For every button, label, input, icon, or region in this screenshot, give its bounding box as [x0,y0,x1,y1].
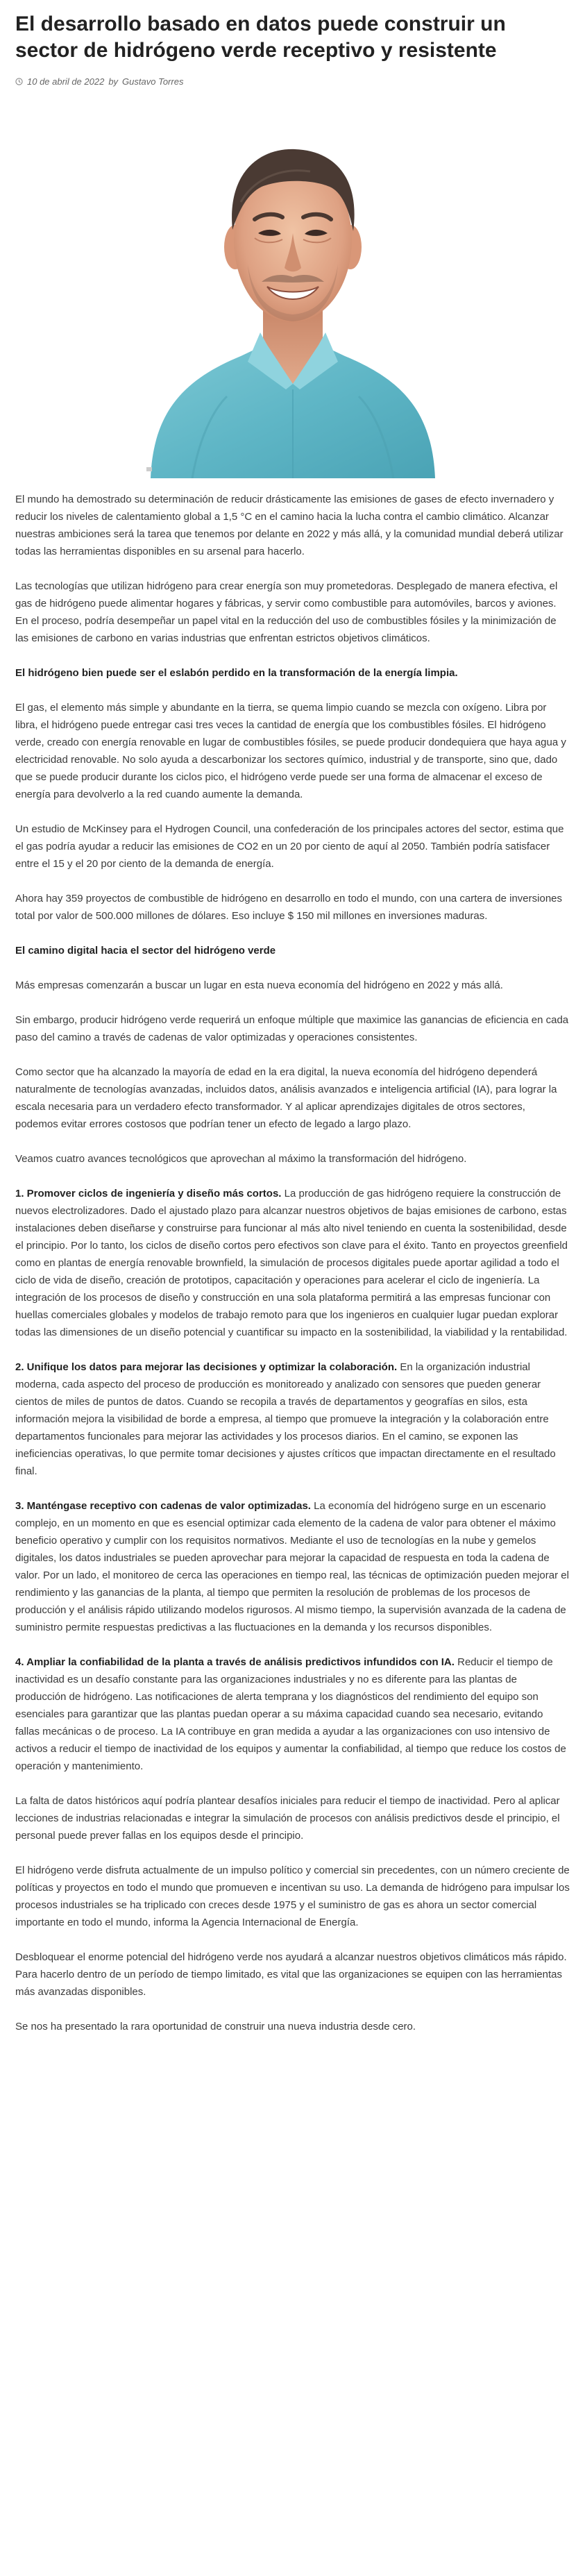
author-name: Gustavo Torres [122,76,184,87]
paragraph-text: En la organización industrial moderna, cada aspecto del proceso de producción es monitoreado y analizado con sensores que pueden generar cientos de miles de puntos de datos. Cuando se recopila a través de departamentos y geografías en silos, esta información mejora la visibilidad de borde a empresa, al tiempo que promueve la integración y la colaboración entre departamentos funcionales para mejorar las actividades y los procesos diarios. En el camino, se exponen las ineficiencias operativas, lo que permite tomar decisiones y ajustes críticos que impactan directamente en el resultado final. [15,1361,556,1477]
paragraph: Desbloquear el enorme potencial del hidrógeno verde nos ayudará a alcanzar nuestros objetivos climáticos más rápido. Para hacerlo dentro de un período de tiempo limitado, es vital que las organizaciones se equipen con las herramientas más avanzadas disponibles. [15,1951,567,1998]
paragraph: Veamos cuatro avances tecnológicos que aprovechan al máximo la transformación del hidrógeno. [15,1153,467,1165]
paragraph: Un estudio de McKinsey para el Hydrogen Council, una confederación de los principales actores del sector, estima que el gas podría ayudar a reducir las emisiones de CO2 en un 20 por ciento de aquí al 2050. También podría satisfacer entre el 15 y el 20 por ciento de la demanda de energía. [15,823,564,870]
byline-by: by [108,76,119,87]
paragraph: Más empresas comenzarán a buscar un lugar en esta nueva economía del hidrógeno en 2022 y más allá. [15,979,503,991]
numbered-paragraph [15,1653,570,1775]
clock-icon [15,78,23,85]
paragraph-text: La economía del hidrógeno surge en un escenario complejo, en un momento en que es esencial optimizar cada elemento de la cadena de valor para obtener el máximo beneficio operativo y cumplir con los requisitos normativos. Mediante el uso de tecnologías en la nube y gemelos digitales, los datos industriales se pueden aprovechar para mejorar la capacidad de respuesta en toda la cadena de valor. Por un lado, el monitoreo de cerca las operaciones en tiempo real, las técnicas de optimización pueden mejorar el rendimiento y las ganancias de la planta, al tiempo que permiten la resolución de problemas de los procesos de producción y el análisis rápido utilizando modelos rigurosos. Al mismo tiempo, la supervisión avanzada de la cadena de suministro permite respuestas predictivas a las fluctuaciones en la demanda y los recursos disponibles. [15,1500,569,1633]
section-heading: El camino digital hacia el sector del hidrógeno verde [15,945,276,957]
numbered-paragraph [15,1497,570,1636]
paragraph: Ahora hay 359 proyectos de combustible de hidrógeno en desarrollo en todo el mundo, con una cartera de inversiones total por valor de 500.000 millones de dólares. Eso incluye $ 150 mil millones en inversiones maduras. [15,893,563,922]
paragraph-lead: 4. Ampliar la confiabilidad de la planta a través de análisis predictivos infundidos con IA. [15,1656,455,1668]
article-body [15,491,570,2035]
paragraph-lead: 1. Promover ciclos de ingeniería y diseño más cortos. [15,1188,282,1199]
section-heading: El hidrógeno bien puede ser el eslabón perdido en la transformación de la energía limpia. [15,667,458,679]
author-photo [144,112,442,478]
paragraph-text: La producción de gas hidrógeno requiere la construcción de nuevos electrolizadores. Dado el ajustado plazo para alcanzar nuestros objetivos de bajas emisiones de carbono, estas instalaciones deben diseñarse y construirse para funcionar al más alto nivel teniendo en cuenta la sostenibilidad, desde el principio. Por lo tanto, los ciclos de diseño cortos pero efectivos son clave para el éxito. Tanto en proyectos greenfield como en plantas de energía renovable brownfield, la simulación de procesos digitales puede aportar agilidad a todo el ciclo de vida de diseño, creación de prototipos, capacitación y operaciones para acelerar el ciclo de ingeniería. La integración de los procesos de diseño y construcción en una sola plataforma permitirá a las empresas funcionar con huellas comerciales globales y modelos de trabajo remoto para que los ingenieros en cualquier lugar puedan explorar todas las dimensiones de un diseño potencial y cuantificar su impacto en la sostenibilidad, la viabilidad y la rentabilidad. [15,1188,568,1338]
paragraph: La falta de datos históricos aquí podría plantear desafíos iniciales para reducir el tiempo de inactividad. Pero al aplicar lecciones de industrias relacionadas e integrar la simulación de procesos con análisis predictivos desde el principio, el personal puede prever fallas en los equipos desde el principio. [15,1795,560,1842]
portrait-image [144,112,442,478]
paragraph: El mundo ha demostrado su determinación de reducir drásticamente las emisiones de gases de efecto invernadero y reducir los niveles de calentamiento global a 1,5 °C en el camino hacia la lucha contra el cambio climático. Alcanzar nuestras ambiciones será la tarea que tenemos por delante en 2022 y más allá, y la comunidad mundial deberá utilizar todas las herramientas disponibles en su arsenal para hacerlo. [15,494,563,557]
article-meta [15,76,570,87]
paragraph-lead: 2. Unifique los datos para mejorar las decisiones y optimizar la colaboración. [15,1361,398,1373]
numbered-paragraph [15,1358,570,1480]
paragraph-lead: 3. Manténgase receptivo con cadenas de valor optimizadas. [15,1500,311,1512]
numbered-paragraph [15,1185,570,1341]
publish-date: 10 de abril de 2022 [27,76,105,87]
article-title: El desarrollo basado en datos puede construir un sector de hidrógeno verde receptivo y resistente [15,12,506,62]
paragraph: El hidrógeno verde disfruta actualmente de un impulso político y comercial sin precedentes, con un número creciente de políticas y proyectos en todo el mundo que promueven e incentivan su uso. La demanda de hidrógeno para impulsar los procesos industriales se ha triplicado con creces desde 1975 y el suministro de gas es ahora un sector comercial importante en todo el mundo, informa la Agencia Internacional de Energía. [15,1864,570,1928]
paragraph: Sin embargo, producir hidrógeno verde requerirá un enfoque múltiple que maximice las ganancias de eficiencia en cada paso del camino a través de cadenas de valor optimizadas y operaciones consistentes. [15,1014,569,1043]
paragraph: El gas, el elemento más simple y abundante en la tierra, se quema limpio cuando se mezcla con oxígeno. Libra por libra, el hidrógeno puede entregar casi tres veces la cantidad de energía que los combustibles fósiles. El hidrógeno verde, creado con energía renovable en lugar de combustibles fósiles, se puede producir dondequiera que haya agua y electricidad renovable. No solo ayuda a descarbonizar los sectores químico, industrial y de transporte, sino que, dado que se puede producir durante los ciclos pico, el hidrógeno verde puede ser una forma de almacenar el exceso de energía para devolverlo a la red cuando aumente la demanda. [15,702,566,800]
article [0,11,585,2073]
paragraph-text: Reducir el tiempo de inactividad es un desafío constante para las organizaciones industriales y no es diferente para las plantas de producción de hidrógeno. Las notificaciones de alerta temprana y los diagnósticos del rendimiento del equipo son esenciales para garantizar que las plantas puedan operar a su máxima capacidad cuando sea necesario, evitando fallas mecánicas o de proceso. La IA contribuye en gran medida a ayudar a las organizaciones con uso intensivo de activos a reducir el tiempo de inactividad de los equipos y aumentar la confiabilidad, al tiempo que reduce los costos de operación y mantenimiento. [15,1656,566,1772]
paragraph: Se nos ha presentado la rara oportunidad de construir una nueva industria desde cero. [15,2021,416,2032]
paragraph: Como sector que ha alcanzado la mayoría de edad en la era digital, la nueva economía del hidrógeno dependerá naturalmente de tecnologías avanzadas, incluidos datos, análisis avanzados e inteligencia artificial (IA), para lograr la escala necesaria para un verdadero efecto transformador. Y al aplicar aprendizajes digitales de otros sectores, podemos evitar errores costosos que podrían tener un efecto de legado a largo plazo. [15,1066,557,1130]
paragraph: Las tecnologías que utilizan hidrógeno para crear energía son muy prometedoras. Desplegado de manera efectiva, el gas de hidrógeno puede alimentar hogares y fábricas, y servir como combustible para automóviles, barcos y aviones. En el proceso, podría desempeñar un papel vital en la reducción del uso de combustibles fósiles y la minimización de las emisiones de carbono en varias industrias que enfrentan estrictos objetivos climáticos. [15,580,558,644]
